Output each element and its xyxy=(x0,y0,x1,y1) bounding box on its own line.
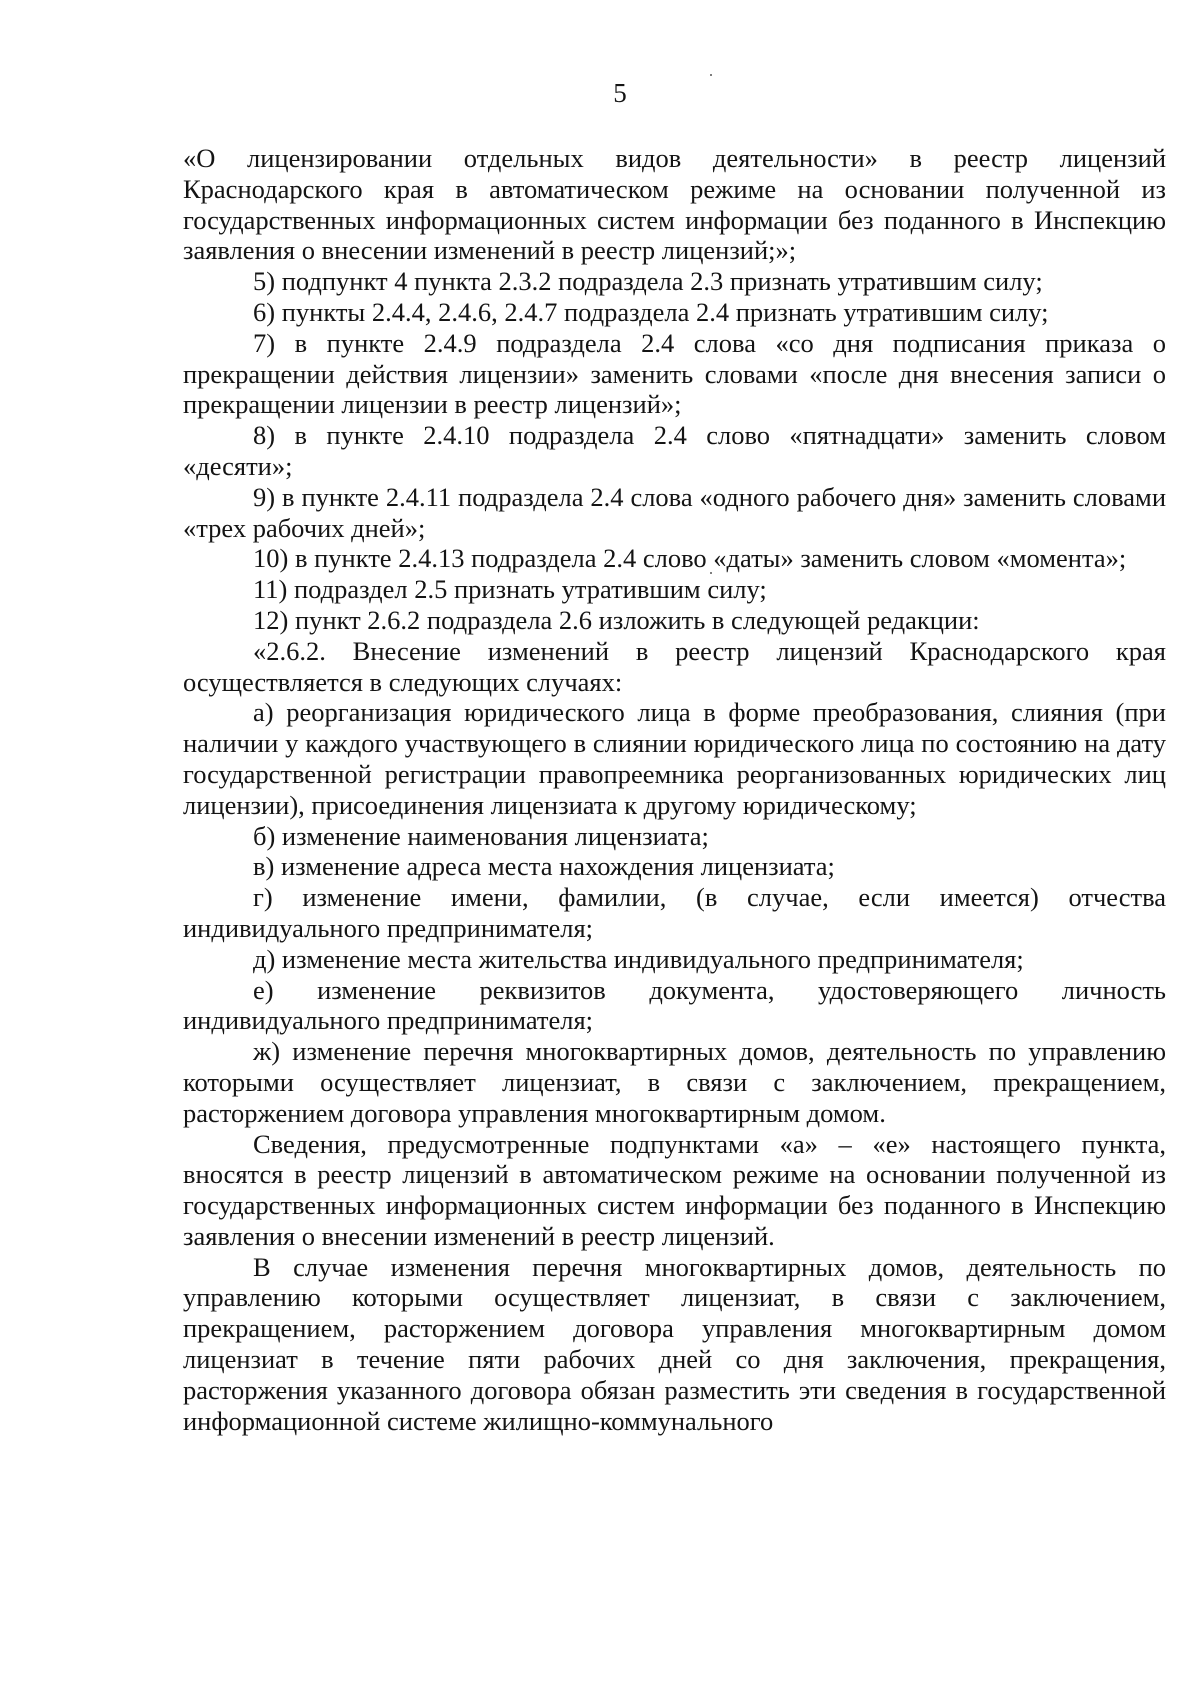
paragraph-info-note: Сведения, предусмотренные подпунктами «а» – «е» настоящего пункта, вносятся в реестр лицензий в автоматическом режиме на основании полученной из государственных информационных систем информации без поданного в Инспекцию заявления о внесении изменений в реестр лицензий. xyxy=(183,1128,1166,1251)
paragraph-item-10: 10) в пункте 2.4.13 подраздела 2.4 слово «даты» заменить словом «момента»; xyxy=(253,543,1127,574)
paragraph-subitem-b: б) изменение наименования лицензиата; xyxy=(253,820,709,851)
paragraph-item-11: 11) подраздел 2.5 признать утратившим силу; xyxy=(253,574,767,605)
paragraph-change-case: В случае изменения перечня многоквартирных домов, деятельность по управлению которыми осуществляет лицензиат, в связи с заключением, прекращением, расторжением договора управления многоквартирным домом лицензиат в течение пяти рабочих дней со дня заключения, прекращения, расторжения указанного договора обязан разместить эти сведения в государственной информационной системе жилищно-коммунального xyxy=(183,1251,1166,1436)
scan-speck xyxy=(710,74,712,76)
paragraph-subitem-a: а) реорганизация юридического лица в форме преобразования, слияния (при наличии у каждого участвующего в слиянии юридического лица по состоянию на дату государственной регистрации правопреемника реорганизованных юридических лиц лицензии), присоединения лицензиата к другому юридическому; xyxy=(183,697,1166,820)
paragraph-subitem-d: д) изменение места жительства индивидуального предпринимателя; xyxy=(253,943,1024,974)
paragraph-item-7: 7) в пункте 2.4.9 подраздела 2.4 слова «со дня подписания приказа о прекращении действия лицензии» заменить словами «после дня внесения записи о прекращении лицензии в реестр лицензий»; xyxy=(183,327,1166,420)
paragraph-item-5: 5) подпункт 4 пункта 2.3.2 подраздела 2.3 признать утратившим силу; xyxy=(253,266,1043,297)
paragraph-continuation: «О лицензировании отдельных видов деятельности» в реестр лицензий Краснодарского края в автоматическом режиме на основании полученной из государственных информационных систем информации без поданного в Инспекцию заявления о внесении изменений в реестр лицензий;»; xyxy=(183,143,1166,266)
document-body xyxy=(183,143,1166,1436)
paragraph-item-8: 8) в пункте 2.4.10 подраздела 2.4 слово «пятнадцати» заменить словом «десяти»; xyxy=(183,420,1166,481)
paragraph-subitem-v: в) изменение адреса места нахождения лицензиата; xyxy=(253,851,835,882)
paragraph-subitem-e: е) изменение реквизитов документа, удостоверяющего личность индивидуального предпринимателя; xyxy=(183,974,1166,1036)
paragraph-subitem-zh: ж) изменение перечня многоквартирных домов, деятельность по управлению которыми осуществляет лицензиат, в связи с заключением, прекращением, расторжением договора управления многоквартирным домом. xyxy=(183,1036,1166,1128)
paragraph-clause-2-6-2: «2.6.2. Внесение изменений в реестр лицензий Краснодарского края осуществляется в следующих случаях: xyxy=(183,635,1166,697)
page-number: 5 xyxy=(613,78,627,108)
paragraph-subitem-g: г) изменение имени, фамилии, (в случае, если имеется) отчества индивидуального предпринимателя; xyxy=(183,882,1166,943)
paragraph-item-9: 9) в пункте 2.4.11 подраздела 2.4 слова «одного рабочего дня» заменить словами «трех рабочих дней»; xyxy=(183,481,1166,543)
paragraph-item-6: 6) пункты 2.4.4, 2.4.6, 2.4.7 подраздела 2.4 признать утратившим силу; xyxy=(253,296,1049,327)
paragraph-item-12: 12) пункт 2.6.2 подраздела 2.6 изложить в следующей редакции: xyxy=(253,604,980,635)
